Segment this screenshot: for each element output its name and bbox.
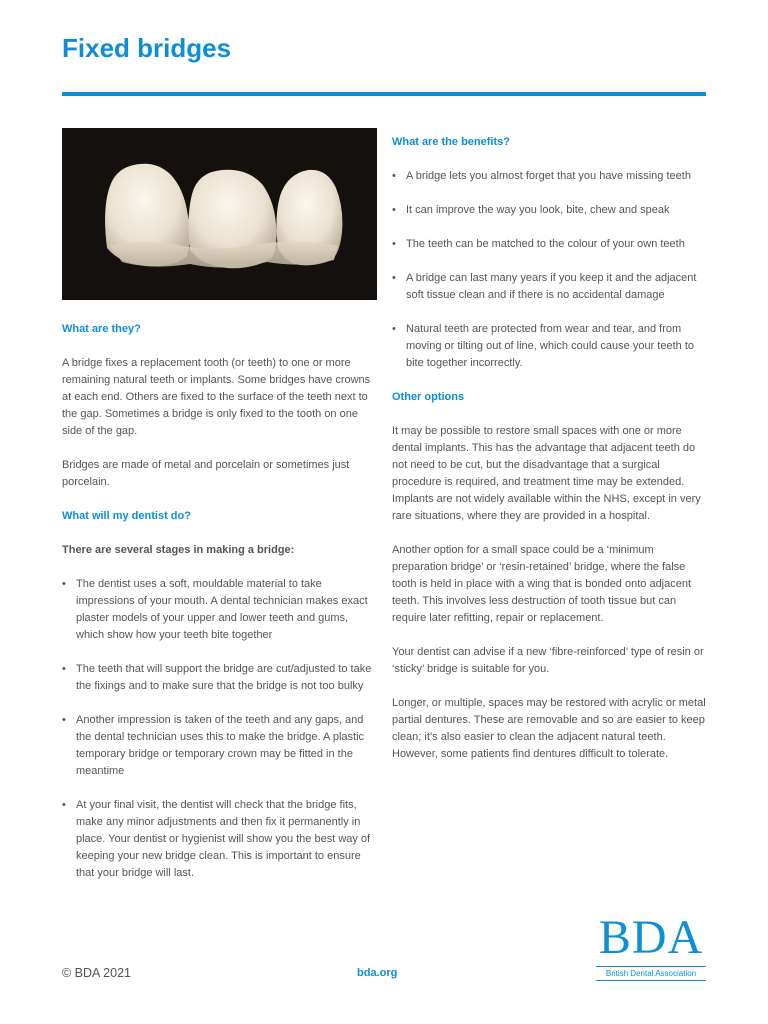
paragraph: Your dentist can advise if a new ‘fibre-reinforced’ type of resin or ‘sticky’ bridge is suitable for you. xyxy=(392,646,704,675)
stages-intro: There are several stages in making a bridge: xyxy=(62,544,295,556)
list-item: • At your final visit, the dentist will check that the bridge fits, make any minor adjustments and then fix it permanently in place. Your dentist or hygienist will show you the best way of keeping your new bridge clean. This is important to ensure that your bridge will last. xyxy=(62,797,377,882)
benefits-list xyxy=(392,168,707,372)
list-item: • The teeth that will support the bridge are cut/adjusted to take the fixings and to make sure that the bridge is not too bulky xyxy=(62,661,377,695)
logo-subtitle: British Dental Association xyxy=(605,969,697,978)
list-item: • Another impression is taken of the teeth and any gaps, and the dental technician uses this to make the bridge. A plastic temporary bridge or temporary crown may be fitted in the meantime xyxy=(62,712,377,780)
paragraph: Bridges are made of metal and porcelain or sometimes just porcelain. xyxy=(62,459,350,488)
paragraph: Longer, or multiple, spaces may be restored with acrylic or metal partial dentures. These are removable and so are easier to keep clean; it’s also easier to clean the adjacent natural teeth. However, some patients find dentures difficult to tolerate. xyxy=(392,697,706,760)
paragraph: Another option for a small space could be a ‘minimum preparation bridge’ or ‘resin-retained’ bridge, where the false tooth is held in place with a wing that is bonded onto adjacent teeth. This involves less destruction of tooth tissue but can require later refitting, repair or replacement. xyxy=(392,544,692,624)
copyright-notice: © BDA 2021 xyxy=(62,966,131,980)
section-heading-other-options: Other options xyxy=(392,391,465,403)
logo-rule-bottom xyxy=(596,980,706,981)
dental-bridge-illustration xyxy=(62,128,377,300)
page-title: Fixed bridges xyxy=(62,33,232,63)
left-column xyxy=(62,321,377,899)
list-item: • It can improve the way you look, bite, chew and speak xyxy=(392,202,707,219)
right-column xyxy=(392,134,707,780)
stages-list xyxy=(62,576,377,882)
section-heading-what-are-they: What are they? xyxy=(62,323,141,335)
paragraph: It may be possible to restore small spaces with one or more dental implants. This has the advantage that adjacent teeth do not need to be cut, but the disadvantage that a surgical procedure is required, and treatment time may be extended. Implants are not widely available within the NHS, except in very rare situations, where they are provided in a hospital. xyxy=(392,425,701,522)
dental-bridge-photo xyxy=(62,128,377,300)
section-heading-what-will-my-dentist-do: What will my dentist do? xyxy=(62,510,191,522)
list-item: • A bridge lets you almost forget that you have missing teeth xyxy=(392,168,707,185)
logo-wordmark: BDA xyxy=(598,911,704,964)
list-item: • A bridge can last many years if you keep it and the adjacent soft tissue clean and if there is no accidental damage xyxy=(392,270,707,304)
title-divider xyxy=(62,92,706,96)
list-item: • Natural teeth are protected from wear and tear, and from moving or tilting out of line, which could cause your teeth to bite together incorrectly. xyxy=(392,321,707,372)
list-item: • The dentist uses a soft, mouldable material to take impressions of your mouth. A dental technician makes exact plaster models of your upper and lower teeth and gums, which show how your teeth bite together xyxy=(62,576,377,644)
website-link[interactable]: bda.org xyxy=(357,967,398,979)
bda-logo xyxy=(596,912,706,980)
section-heading-benefits: What are the benefits? xyxy=(392,136,510,148)
list-item: • The teeth can be matched to the colour of your own teeth xyxy=(392,236,707,253)
paragraph: A bridge fixes a replacement tooth (or teeth) to one or more remaining natural teeth or implants. Some bridges have crowns at each end. Others are fixed to the surface of the teeth next to the gap. Sometimes a bridge is only fixed to the tooth on one side of the gap. xyxy=(62,357,371,437)
